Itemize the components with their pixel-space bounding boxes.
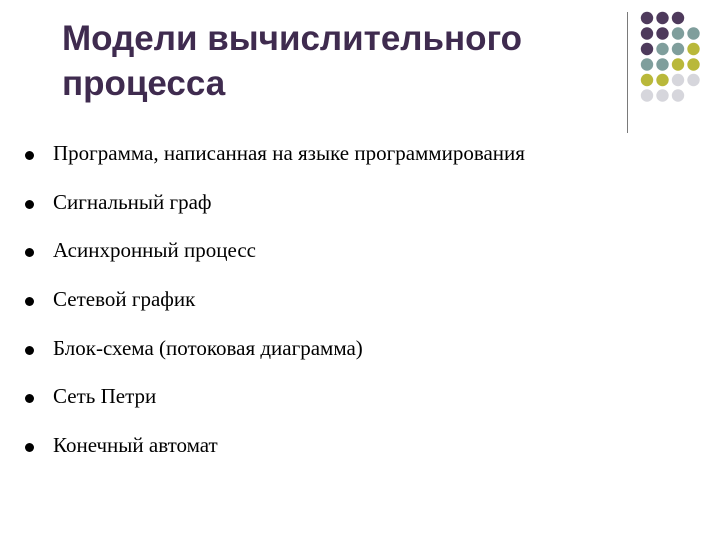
slide-title: Модели вычислительного процесса: [62, 19, 523, 103]
decorative-dot: [641, 43, 653, 55]
decorative-dot: [672, 89, 684, 101]
decorative-dot: [641, 58, 653, 70]
decorative-dot: [656, 74, 668, 86]
bullet-dot-icon: [25, 346, 34, 355]
decorative-dot: [687, 27, 699, 39]
bullet-dot-icon: [25, 394, 34, 403]
bullet-item: [0, 326, 700, 375]
bullet-item: [0, 180, 700, 229]
decorative-dot: [672, 43, 684, 55]
bullet-list: [0, 131, 700, 472]
title-divider-line: [627, 12, 628, 133]
bullet-text: Конечный автомат: [53, 433, 218, 458]
decorative-dot: [641, 74, 653, 86]
bullet-text: Асинхронный процесс: [53, 238, 256, 263]
decorative-dot: [687, 58, 699, 70]
bullet-text: Сеть Петри: [53, 384, 157, 409]
bullet-item: [0, 423, 700, 472]
decorative-dot: [687, 43, 699, 55]
decorative-dot: [672, 74, 684, 86]
bullet-item: [0, 228, 700, 277]
decorative-dot: [641, 89, 653, 101]
bullet-dot-icon: [25, 443, 34, 452]
bullet-dot-icon: [25, 151, 34, 160]
decorative-dot: [656, 27, 668, 39]
decorative-dot-grid: [640, 11, 720, 121]
decorative-dot: [656, 43, 668, 55]
decorative-dot: [641, 12, 653, 24]
bullet-dot-icon: [25, 248, 34, 257]
decorative-dot: [656, 89, 668, 101]
bullet-text: Сетевой график: [53, 287, 196, 312]
bullet-dot-icon: [25, 200, 34, 209]
bullet-text: Сигнальный граф: [53, 189, 212, 214]
decorative-dot: [672, 58, 684, 70]
bullet-item: [0, 277, 700, 326]
decorative-dot: [672, 27, 684, 39]
decorative-dot: [656, 12, 668, 24]
decorative-dot: [672, 12, 684, 24]
bullet-item: [0, 131, 700, 180]
decorative-dot: [687, 74, 699, 86]
bullet-text: Программа, написанная на языке программирования: [53, 141, 525, 165]
bullet-item: [0, 374, 700, 423]
decorative-dot: [641, 27, 653, 39]
bullet-text: Блок-схема (потоковая диаграмма): [53, 335, 363, 360]
bullet-dot-icon: [25, 297, 34, 306]
decorative-dot: [656, 58, 668, 70]
